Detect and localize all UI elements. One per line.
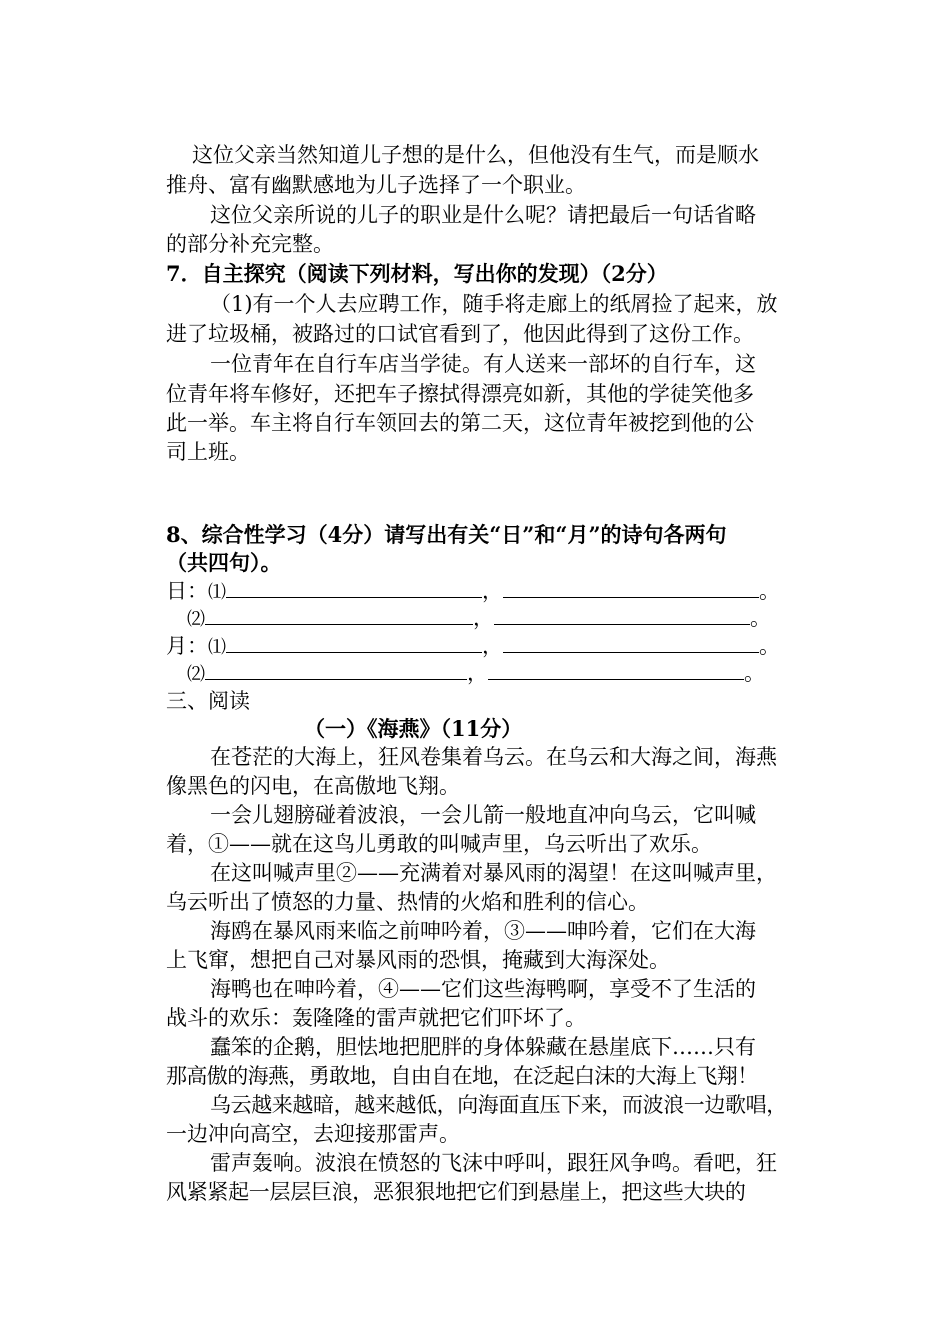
paragraph-line: 推舟、富有幽默感地为儿子选择了一个职业。 bbox=[166, 173, 586, 197]
passage-line: 乌云越来越暗，越来越低，向海面直压下来，而波浪一边歌唱， bbox=[210, 1093, 787, 1117]
comma: ， bbox=[473, 606, 494, 630]
paragraph-line: 的部分补充完整。 bbox=[166, 232, 334, 256]
passage-line: 一边冲向高空，去迎接那雷声。 bbox=[166, 1122, 460, 1146]
period: 。 bbox=[744, 661, 765, 685]
comma: ， bbox=[482, 579, 503, 603]
passage-line: 雷声轰响。波浪在愤怒的飞沫中呼叫，跟狂风争鸣。看吧，狂 bbox=[210, 1151, 777, 1175]
paragraph-line: 这位父亲所说的儿子的职业是什么呢？请把最后一句话省略 bbox=[210, 203, 756, 227]
paragraph-line: 司上班。 bbox=[166, 440, 250, 464]
paragraph-line: 这位父亲当然知道儿子想的是什么，但他没有生气，而是顺水 bbox=[192, 143, 759, 167]
passage-title: （一）《海燕》（11分） bbox=[304, 716, 523, 741]
item-number: ⑵ bbox=[187, 664, 205, 685]
item-number: ⑴ bbox=[208, 582, 226, 603]
item-number: ⑴ bbox=[208, 637, 226, 658]
section-3-heading: 三、阅读 bbox=[166, 689, 250, 713]
passage-line: 像黑色的闪电，在高傲地飞翔。 bbox=[166, 774, 460, 798]
question-8-heading-cont: （共四句）。 bbox=[166, 550, 282, 575]
answer-blank[interactable] bbox=[488, 659, 744, 680]
answer-blank[interactable] bbox=[205, 659, 467, 680]
passage-line: 那高傲的海燕，勇敢地，自由自在地，在泛起白沫的大海上飞翔！ bbox=[166, 1064, 758, 1088]
answer-blank[interactable] bbox=[226, 632, 482, 653]
question-7-heading: 7．自主探究（阅读下列材料，写出你的发现）（2分） bbox=[166, 261, 668, 286]
passage-line: 在苍茫的大海上，狂风卷集着乌云。在乌云和大海之间，海燕 bbox=[210, 745, 777, 769]
sun-label: 日： bbox=[166, 579, 208, 603]
passage-line: 海鸥在暴风雨来临之前呻吟着，③——呻吟着，它们在大海 bbox=[210, 919, 756, 943]
item-number: ⑵ bbox=[187, 609, 205, 630]
passage-line: 在这叫喊声里②——充满着对暴风雨的渴望！在这叫喊声里， bbox=[210, 861, 777, 885]
answer-blank[interactable] bbox=[503, 632, 759, 653]
comma: ， bbox=[467, 661, 488, 685]
paragraph-line: 一位青年在自行车店当学徒。有人送来一部坏的自行车，这 bbox=[210, 352, 756, 376]
passage-line: 着，①——就在这鸟儿勇敢的叫喊声里，乌云听出了欢乐。 bbox=[166, 832, 712, 856]
answer-blank[interactable] bbox=[226, 577, 482, 598]
paragraph-line: 进了垃圾桶，被路过的口试官看到了，他因此得到了这份工作。 bbox=[166, 322, 754, 346]
answer-blank[interactable] bbox=[205, 604, 473, 625]
question-8-heading: 8、综合性学习（4分）请写出有关“日”和“月”的诗句各两句 bbox=[166, 522, 727, 547]
period: 。 bbox=[750, 606, 771, 630]
answer-blank[interactable] bbox=[494, 604, 750, 625]
paragraph-line: 位青年将车修好，还把车子擦拭得漂亮如新，其他的学徒笑他多 bbox=[166, 382, 754, 406]
period: 。 bbox=[759, 579, 780, 603]
passage-line: 蠢笨的企鹅，胆怯地把肥胖的身体躲藏在悬崖底下……只有 bbox=[210, 1035, 756, 1059]
passage-line: 风紧紧起一层层巨浪，恶狠狠地把它们到悬崖上，把这些大块的 bbox=[166, 1180, 746, 1204]
answer-blank[interactable] bbox=[503, 577, 759, 598]
moon-label: 月： bbox=[166, 634, 208, 658]
period: 。 bbox=[759, 634, 780, 658]
answer-row-moon-2 bbox=[187, 658, 765, 690]
passage-line: 乌云听出了愤怒的力量、热情的火焰和胜利的信心。 bbox=[166, 890, 649, 914]
passage-line: 战斗的欢乐：轰隆隆的雷声就把它们吓坏了。 bbox=[166, 1006, 586, 1030]
passage-line: 上飞窜，想把自己对暴风雨的恐惧，掩藏到大海深处。 bbox=[166, 948, 670, 972]
paragraph-line: （1)有一个人去应聘工作，随手将走廊上的纸屑捡了起来，放 bbox=[210, 292, 778, 316]
paragraph-line: 此一举。车主将自行车领回去的第二天，这位青年被挖到他的公 bbox=[166, 411, 754, 435]
comma: ， bbox=[482, 634, 503, 658]
passage-line: 一会儿翅膀碰着波浪，一会儿箭一般地直冲向乌云，它叫喊 bbox=[210, 803, 756, 827]
passage-line: 海鸭也在呻吟着，④——它们这些海鸭啊，享受不了生活的 bbox=[210, 977, 756, 1001]
